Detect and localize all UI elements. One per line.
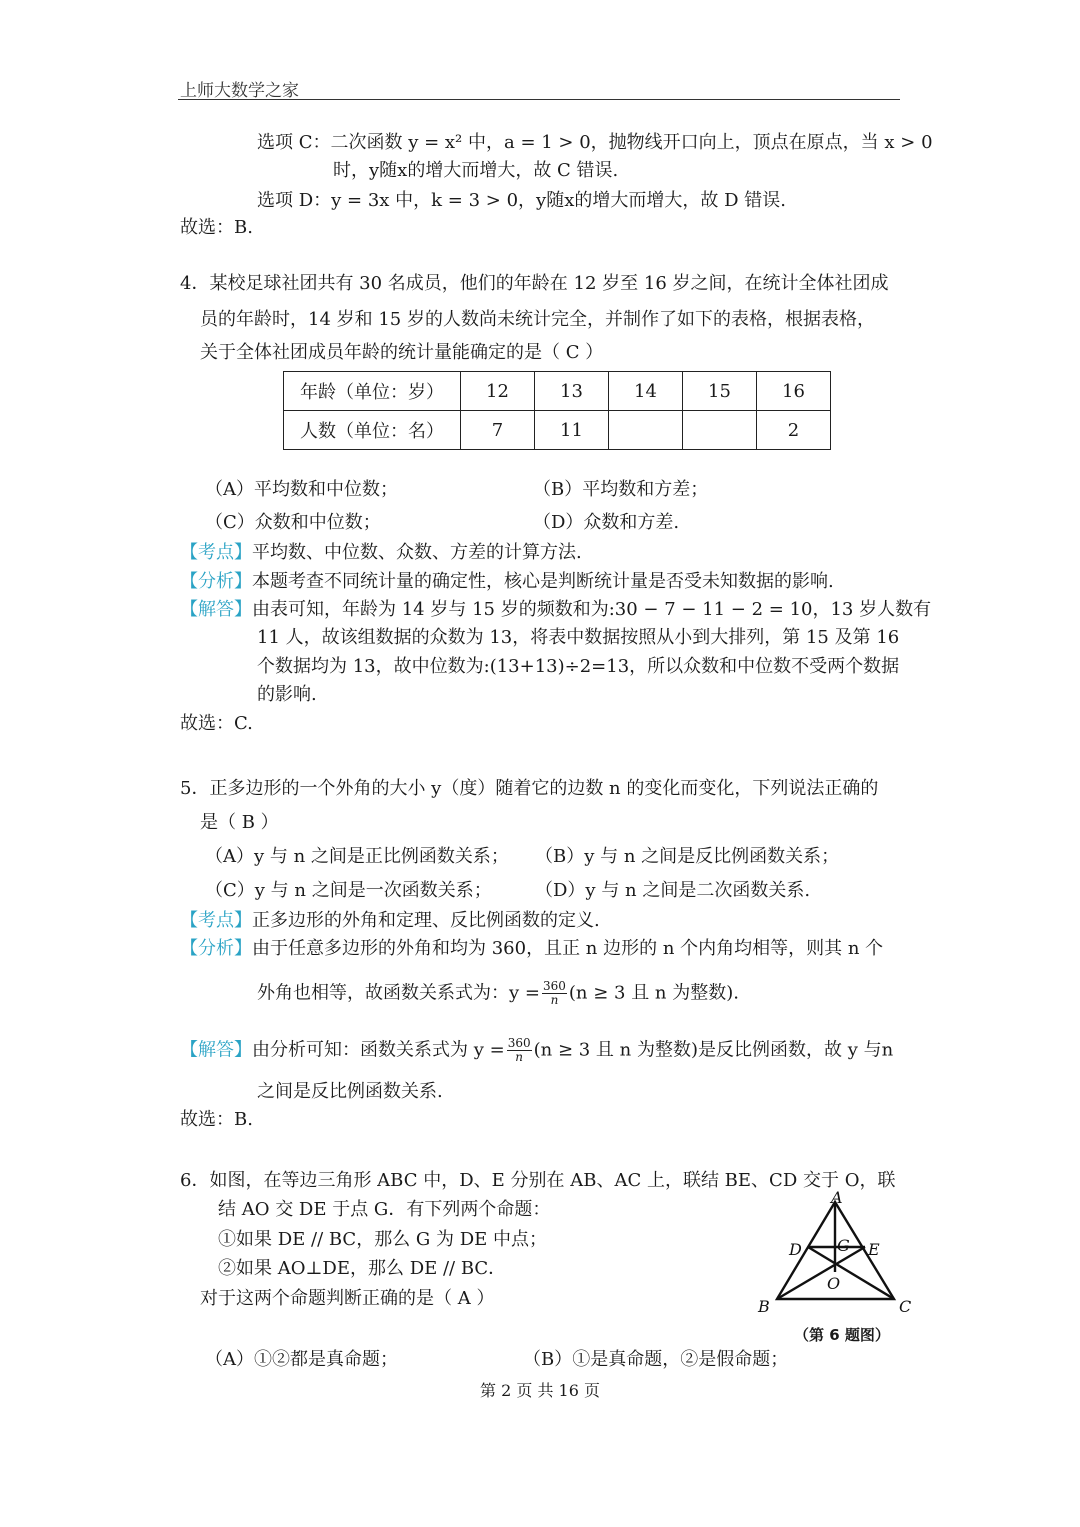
q4-answer: 故选：C. (180, 713, 253, 734)
fraction-360-over-n (542, 980, 567, 1007)
q4-jieda (180, 598, 931, 622)
page-number: 第 2 页 共 16 页 (480, 1381, 600, 1400)
jieda-tag: 【解答】 (180, 1039, 252, 1061)
header-rule (178, 99, 900, 100)
kaodian-text: 平均数、中位数、众数、方差的计算方法. (252, 542, 582, 563)
q4-stem-line3: 关于全体社团成员年龄的统计量能确定的是（ C ） (200, 342, 604, 363)
table-row (284, 372, 831, 411)
table-header-age: 年龄（单位：岁） (284, 372, 461, 411)
fenxi-text: 由于任意多边形的外角和均为 360，且正 n 边形的 n 个内角均相等，则其 n 个 (252, 938, 884, 959)
table-cell (683, 411, 757, 450)
kaodian-text: 正多边形的外角和定理、反比例函数的定义. (252, 910, 600, 931)
table-cell: 15 (683, 372, 757, 411)
label-o: O (827, 1274, 841, 1293)
fraction-360-over-n (507, 1037, 532, 1064)
label-b: B (758, 1297, 770, 1316)
table-header-count: 人数（单位：名） (284, 411, 461, 450)
q6-stem-line1: 6．如图，在等边三角形 ABC 中，D、E 分别在 AB、AC 上，联结 BE、CD 交于 O，联 (180, 1170, 896, 1191)
q5-stem-line1: 5．正多边形的一个外角的大小 y（度）随着它的边数 n 的变化而变化，下列说法正确的 (180, 778, 879, 799)
figure-caption: （第 6 题图） (794, 1326, 890, 1344)
q3-option-c-line1: 选项 C：二次函数 y = x² 中，a = 1 > 0，抛物线开口向上，顶点在原点，当 x > 0 (257, 132, 933, 153)
label-c: C (899, 1297, 912, 1316)
triangle-figure (755, 1188, 915, 1318)
q3-option-c-line2: 时，y随x的增大而增大，故 C 错误. (333, 160, 619, 181)
table-cell: 13 (535, 372, 609, 411)
age-statistics-table (283, 371, 831, 450)
q6-option-a: （A）①②都是真命题； (205, 1349, 398, 1370)
q4-fenxi (180, 570, 834, 594)
jieda-text: 由表可知，年龄为 14 岁与 15 岁的频数和为:30 − 7 − 11 − 2 = 10，13 岁人数有 (252, 599, 932, 620)
fraction-numerator: 360 (542, 979, 566, 993)
jieda-suffix: (n ≥ 3 且 n 为整数)是反比例函数，故 y 与n (533, 1039, 894, 1061)
fraction-denominator: n (550, 993, 559, 1007)
fenxi-tag: 【分析】 (180, 938, 252, 959)
label-e: E (868, 1240, 880, 1259)
q6-option-b: （B）①是真命题，②是假命题； (523, 1349, 789, 1370)
q5-stem-line2: 是（ B ） (200, 812, 279, 833)
q5-jieda-line2: 之间是反比例函数关系. (257, 1081, 443, 1102)
q3-option-d: 选项 D：y = 3x 中，k = 3 > 0，y随x的增大而增大，故 D 错误. (257, 190, 786, 211)
table-cell: 16 (757, 372, 831, 411)
label-d: D (789, 1240, 802, 1259)
q4-kaodian (180, 541, 582, 565)
jieda-prefix: 由分析可知：函数关系式为 y = (252, 1039, 505, 1061)
jieda-tag: 【解答】 (180, 599, 252, 620)
fraction-denominator: n (515, 1050, 524, 1064)
q4-jieda-line4: 的影响. (257, 684, 317, 705)
q4-stem-line2: 员的年龄时，14 岁和 15 岁的人数尚未统计完全，并制作了如下的表格，根据表格， (200, 309, 875, 330)
q5-jieda (180, 1037, 893, 1064)
q4-jieda-line2: 11 人，故该组数据的众数为 13，将表中数据按照从小到大排列，第 15 及第 16 (257, 627, 900, 648)
label-g: G (837, 1236, 850, 1255)
q5-kaodian (180, 909, 600, 933)
q4-option-a: （A）平均数和中位数； (205, 479, 398, 500)
fenxi-text: 本题考查不同统计量的确定性，核心是判断统计量是否受未知数据的影响. (252, 571, 834, 592)
fenxi-tag: 【分析】 (180, 571, 252, 592)
q4-stem-line1: 4．某校足球社团共有 30 名成员，他们的年龄在 12 岁至 16 岁之间，在统计全体社团成 (180, 273, 889, 294)
q5-option-b: （B）y 与 n 之间是反比例函数关系； (535, 846, 840, 867)
table-cell: 11 (535, 411, 609, 450)
table-row (284, 411, 831, 450)
q4-option-b: （B）平均数和方差； (533, 479, 709, 500)
q4-option-d: （D）众数和方差. (533, 512, 680, 533)
table-cell: 14 (609, 372, 683, 411)
fenxi-formula-prefix: 外角也相等，故函数关系式为：y = (257, 982, 540, 1004)
q6-stem-line3: 对于这两个命题判断正确的是（ A ） (200, 1288, 495, 1309)
fraction-numerator: 360 (507, 1036, 531, 1050)
label-a: A (831, 1188, 843, 1207)
table-cell: 7 (461, 411, 535, 450)
q6-proposition-2: ②如果 AO⊥DE，那么 DE // BC． (218, 1258, 507, 1279)
q5-option-a: （A）y 与 n 之间是正比例函数关系； (205, 846, 509, 867)
q5-fenxi-line2 (257, 980, 739, 1007)
q6-proposition-1: ①如果 DE // BC，那么 G 为 DE 中点； (218, 1229, 548, 1250)
kaodian-tag: 【考点】 (180, 910, 252, 931)
q4-option-c: （C）众数和中位数； (205, 512, 381, 533)
q5-option-d: （D）y 与 n 之间是二次函数关系. (535, 880, 811, 901)
fenxi-formula-suffix: (n ≥ 3 且 n 为整数). (568, 982, 739, 1004)
kaodian-tag: 【考点】 (180, 542, 252, 563)
q5-fenxi (180, 937, 883, 961)
q3-answer: 故选：B. (180, 217, 253, 238)
q4-jieda-line3: 个数据均为 13，故中位数为:(13+13)÷2=13，所以众数和中位数不受两个数据 (257, 656, 900, 677)
q5-option-c: （C）y 与 n 之间是一次函数关系； (205, 880, 492, 901)
q5-answer: 故选：B. (180, 1109, 253, 1130)
table-cell: 2 (757, 411, 831, 450)
q6-stem-line2: 结 AO 交 DE 于点 G．有下列两个命题： (218, 1199, 551, 1220)
table-cell: 12 (461, 372, 535, 411)
header-title: 上师大数学之家 (180, 81, 299, 101)
table-cell (609, 411, 683, 450)
